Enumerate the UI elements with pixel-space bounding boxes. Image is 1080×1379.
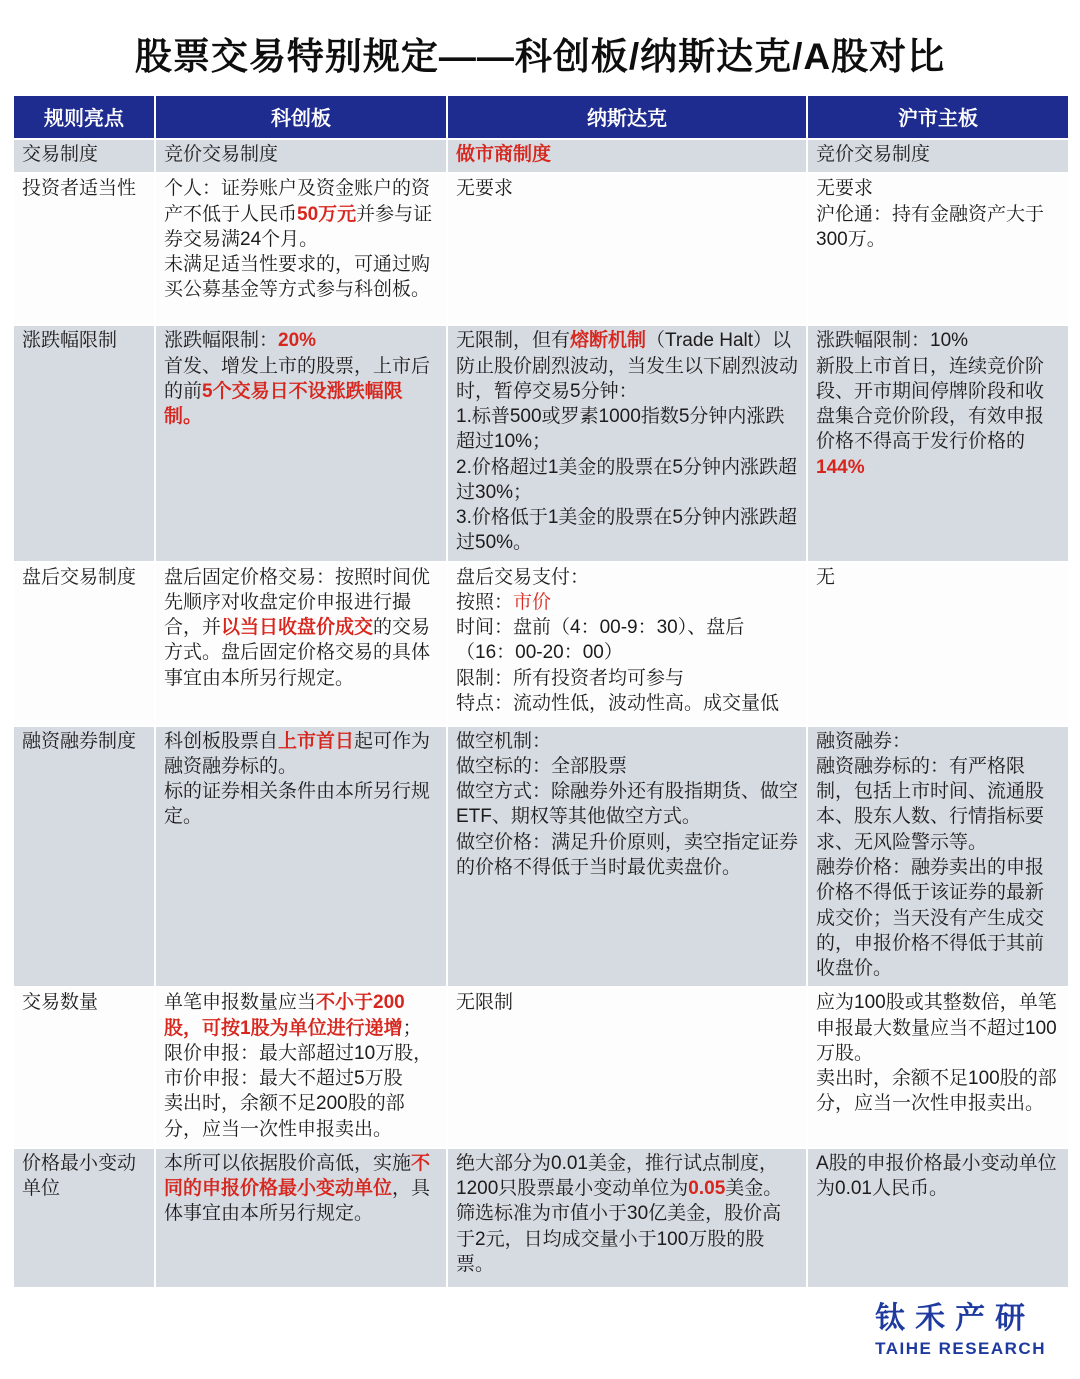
table-cell-r2-c1: 个人：证券账户及资金账户的资产不低于人民币50万元并参与证券交易满24个月。 未满足适当性要求的，可通过购买公募基金等方式参与科创板。 — [156, 174, 446, 324]
table-cell-r6-c3: 应为100股或其整数倍，单笔申报最大数量应当不超过100万股。 卖出时，余额不足100股的部分，应当一次性申报卖出。 — [808, 988, 1068, 1147]
logo-chinese-name: 钛禾产研 — [875, 1302, 1036, 1335]
row-header-cell: 融资融券制度 — [14, 727, 154, 987]
taihe-research-logo — [739, 1284, 1046, 1368]
table-row — [14, 988, 1066, 1147]
table-cell-r6-c1: 单笔申报数量应当不小于200股，可按1股为单位进行递增； 限价申报：最大部超过10万股， 市价申报：最大不超过5万股 卖出时，余额不足200股的部分，应当一次性申报卖出。 — [156, 988, 446, 1147]
table-body — [14, 140, 1066, 1287]
table-cell-r7-c1: 本所可以依据股价高低，实施不同的申报价格最小变动单位，具体事宜由本所另行规定。 — [156, 1149, 446, 1287]
row-header-cell: 投资者适当性 — [14, 174, 154, 324]
table-cell-r6-c2: 无限制 — [448, 988, 806, 1147]
page-title: 股票交易特别规定——科创板/纳斯达克/A股对比 — [134, 36, 946, 77]
logo-english-name: TAIHE RESEARCH — [875, 1339, 1046, 1358]
table-cell-r3-c1: 涨跌幅限制：20% 首发、增发上市的股票，上市后的前5个交易日不设涨跌幅限制。 — [156, 326, 446, 560]
row-header-cell: 盘后交易制度 — [14, 563, 154, 725]
row-header-cell: 交易数量 — [14, 988, 154, 1147]
header-rule-highlights: 规则亮点 — [14, 96, 154, 138]
table-cell-r4-c1: 盘后固定价格交易：按照时间优先顺序对收盘定价申报进行撮合，并以当日收盘价成交的交易方式。盘后固定价格交易的具体事宜由本所另行规定。 — [156, 563, 446, 725]
table-row — [14, 563, 1066, 725]
table-cell-r2-c2: 无要求 — [448, 174, 806, 324]
comparison-table — [14, 96, 1066, 1287]
table-cell-r5-c1: 科创板股票自上市首日起可作为融资融券标的。 标的证券相关条件由本所另行规定。 — [156, 727, 446, 987]
table-cell-r5-c3: 融资融券： 融资融券标的：有严格限制，包括上市时间、流通股本、股东人数、行情指标要求、无风险警示等。 融券价格：融券卖出的申报价格不得低于该证券的最新成交价；当天没有产生成交的，申报价格不得低于其前收盘价。 — [808, 727, 1068, 987]
row-header-cell: 涨跌幅限制 — [14, 326, 154, 560]
row-header-cell: 交易制度 — [14, 140, 154, 172]
table-cell-r7-c2: 绝大部分为0.01美金，推行试点制度，1200只股票最小变动单位为0.05美金。筛选标准为市值小于30亿美金，股价高于2元，日均成交量小于100万股的股票。 — [448, 1149, 806, 1287]
table-row — [14, 727, 1066, 987]
header-star-market: 科创板 — [156, 96, 446, 138]
table-cell-r1-c2: 做市商制度 — [448, 140, 806, 172]
header-nasdaq: 纳斯达克 — [448, 96, 806, 138]
row-header-cell: 价格最小变动单位 — [14, 1149, 154, 1287]
striped-globe-icon — [739, 1284, 859, 1368]
table-cell-r1-c3: 竞价交易制度 — [808, 140, 1068, 172]
table-cell-r7-c3: A股的申报价格最小变动单位为0.01人民币。 — [808, 1149, 1068, 1287]
table-row — [14, 140, 1066, 172]
table-cell-r5-c2: 做空机制： 做空标的：全部股票 做空方式：除融券外还有股指期货、做空ETF、期权等其他做空方式。 做空价格：满足升价原则，卖空指定证券的价格不得低于当时最优卖盘价。 — [448, 727, 806, 987]
logo-text — [875, 1293, 1046, 1359]
header-shanghai-main-board: 沪市主板 — [808, 96, 1068, 138]
table-cell-r4-c3: 无 — [808, 563, 1068, 725]
table-row — [14, 174, 1066, 324]
table-cell-r1-c1: 竞价交易制度 — [156, 140, 446, 172]
table-cell-r2-c3: 无要求 沪伦通：持有金融资产大于300万。 — [808, 174, 1068, 324]
table-cell-r4-c2: 盘后交易支付： 按照：市价 时间：盘前（4：00-9：30）、盘后 （16：00-20：00） 限制：所有投资者均可参与 特点：流动性低，波动性高。成交量低 — [448, 563, 806, 725]
table-cell-r3-c2: 无限制，但有熔断机制（Trade Halt）以防止股价剧烈波动，当发生以下剧烈波动时，暂停交易5分钟： 1.标普500或罗素1000指数5分钟内涨跌超过10%； 2.价格超过1美金的股票在5分钟内涨跌超过30%； 3.价格低于1美金的股票在5分钟内涨跌超过50%。 — [448, 326, 806, 560]
table-header-row — [14, 96, 1066, 138]
table-row — [14, 1149, 1066, 1287]
table-cell-r3-c3: 涨跌幅限制：10% 新股上市首日，连续竞价阶段、开市期间停牌阶段和收盘集合竞价阶段，有效申报价格不得高于发行价格的144% — [808, 326, 1068, 560]
table-row — [14, 326, 1066, 560]
